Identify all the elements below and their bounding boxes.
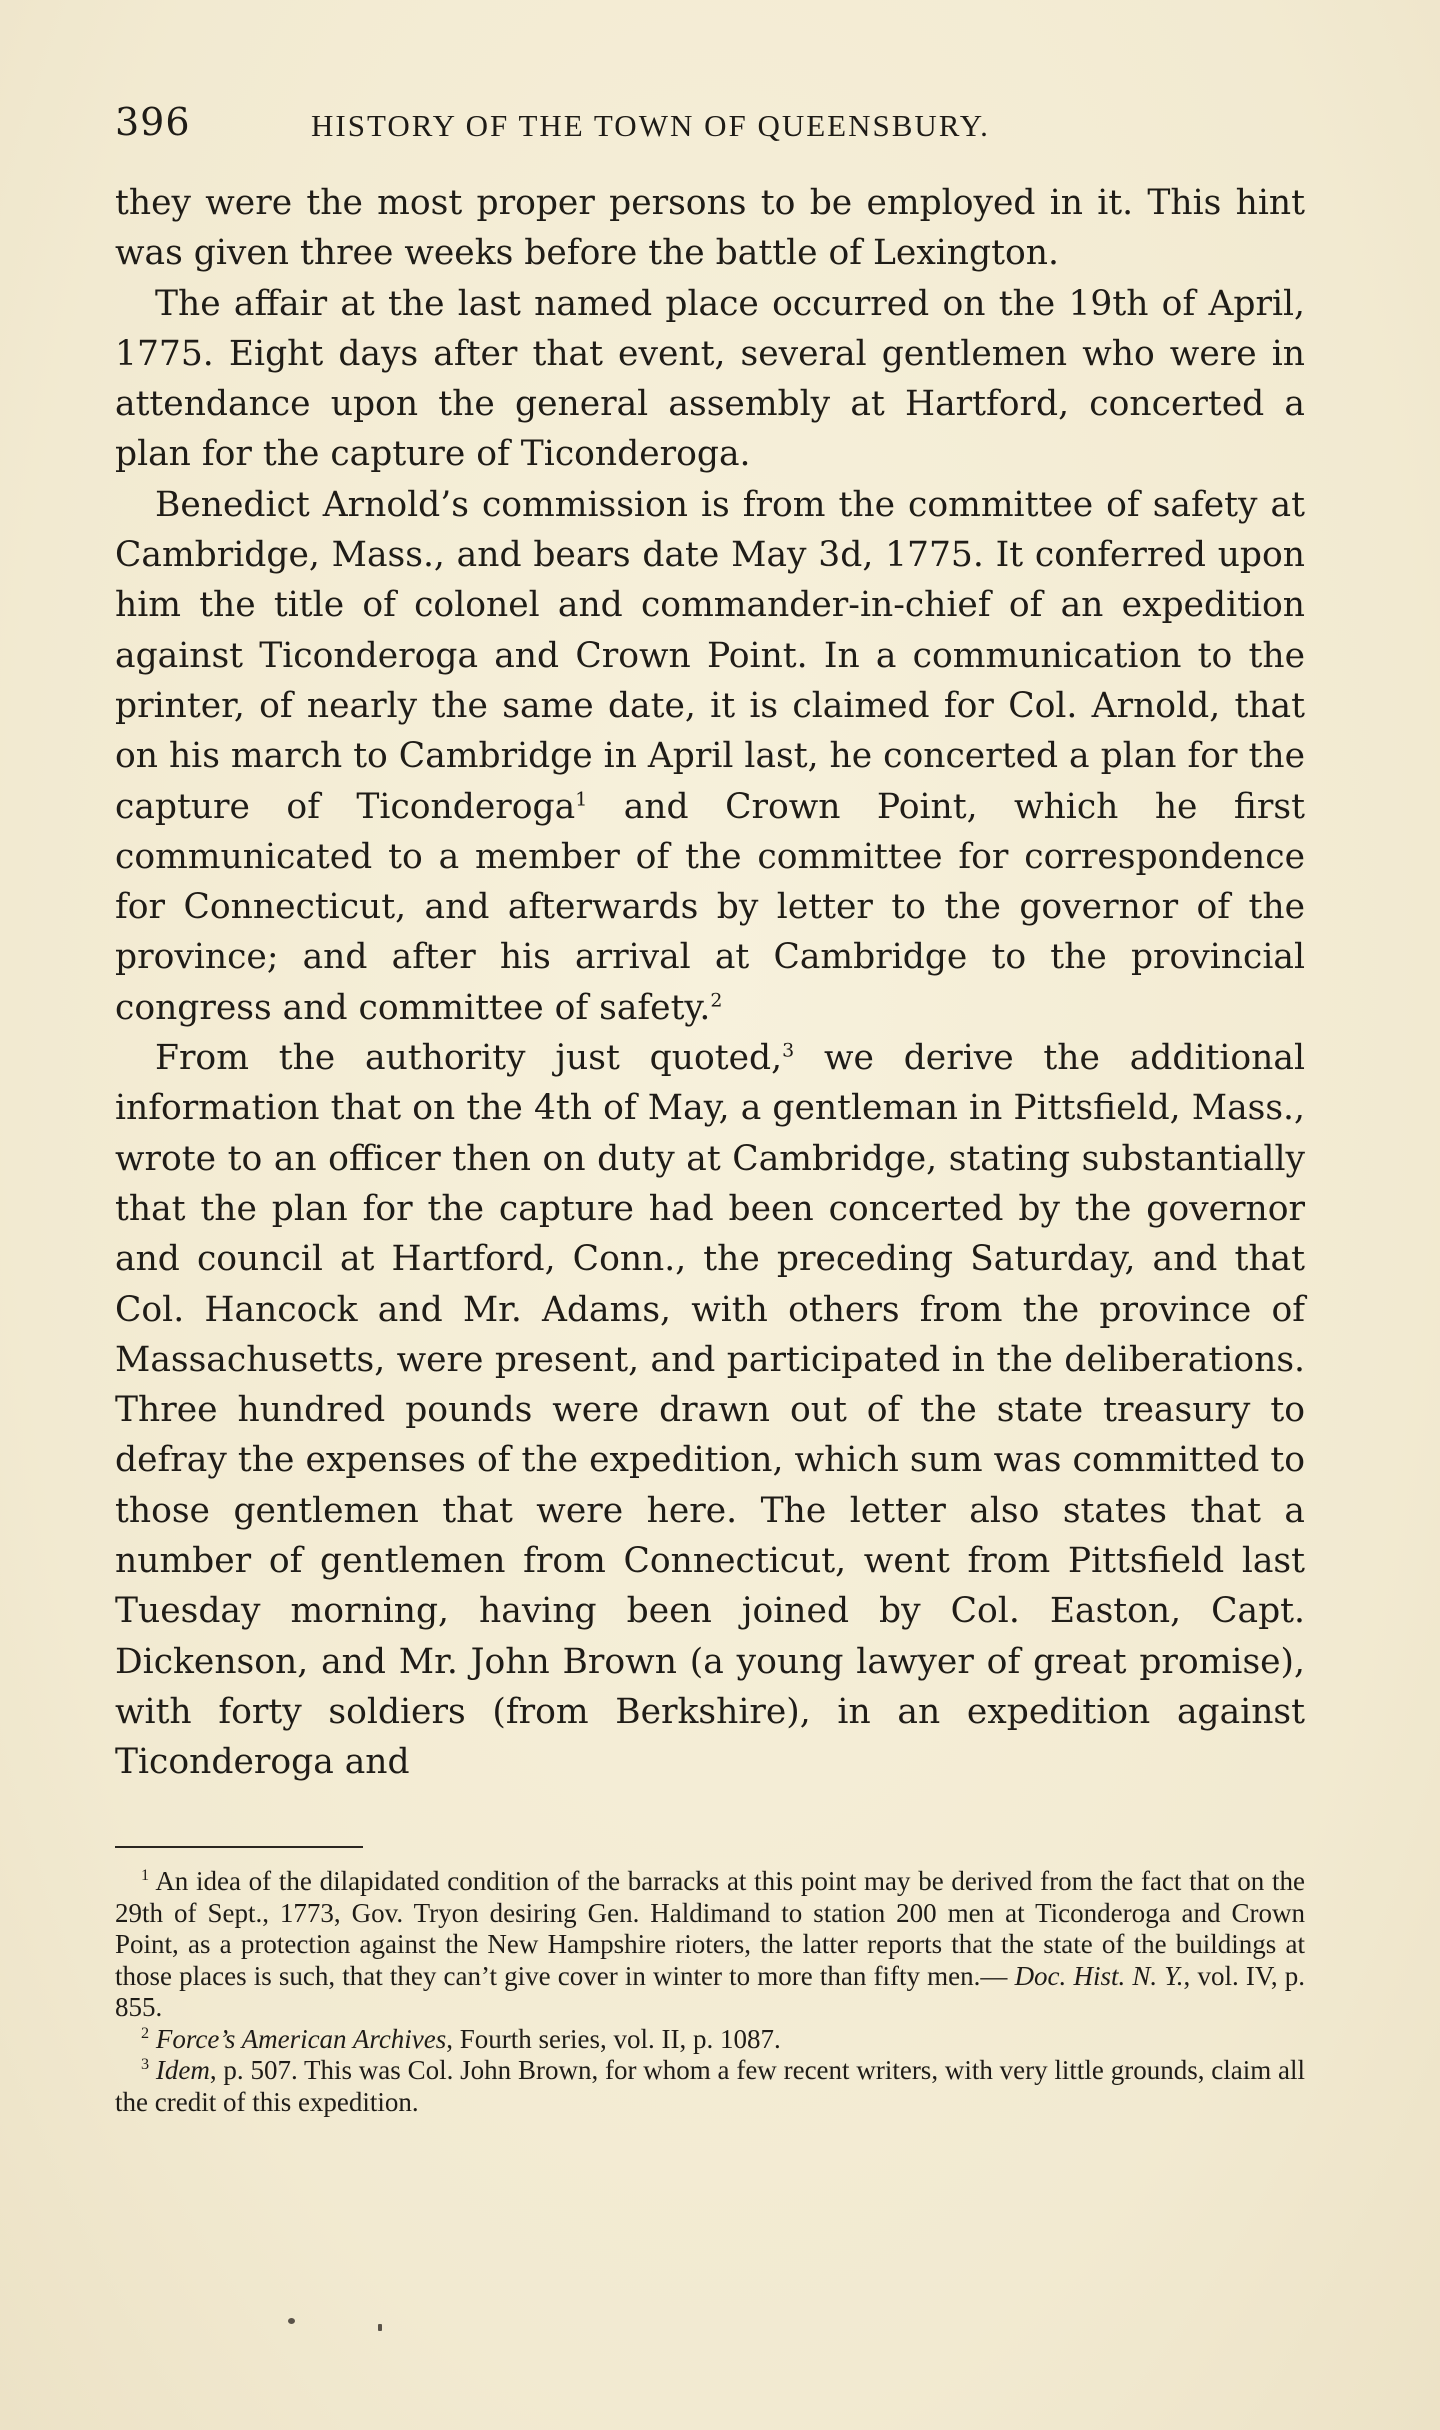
page-number: 396 <box>115 100 191 144</box>
paragraph-2 <box>115 279 1305 480</box>
footnote-2-source: Force’s American Archives <box>155 2023 447 2054</box>
paragraph-2-text: The affair at the last named place occurred on the 19th of April, 1775. Eight days after that event, several gentlemen who were in attendance upon the general assembly at Hartford, concerted a plan for the capture of Ticonderoga. <box>115 283 1305 475</box>
speck-mark <box>378 2324 382 2331</box>
speck-mark <box>288 2318 295 2324</box>
footnote-ref-2: 2 <box>710 989 723 1012</box>
footnote-1-text: An idea of the dilapidated condition of the barracks at this point may be derived from the fact that on the 29th of Sept., 1773, Gov. Tryon desiring Gen. Haldimand to station 200 men at Ticonderoga and Crown Point, as a protection against the New Hampshire rioters, the latter reports that the state of the buildings at those places is such, that they can’t give cover in winter to more than fifty men.— <box>115 1866 1305 1991</box>
footnote-3-text: , p. 507. This was Col. John Brown, for whom a few recent writers, with very little grounds, claim all the credit of this expedition. <box>115 2055 1305 2117</box>
footnote-2-cite: , Fourth series, vol. II, p. 1087. <box>446 2023 781 2054</box>
footnote-ref-1: 1 <box>575 788 588 811</box>
paragraph-1 <box>115 178 1305 279</box>
paragraph-3 <box>115 480 1305 1033</box>
footnote-3-mark: 3 <box>141 2055 150 2073</box>
footnote-1-source: Doc. Hist. N. Y. <box>1014 1960 1184 1991</box>
footnote-1-mark: 1 <box>141 1866 150 1884</box>
footnote-2 <box>115 2024 1305 2056</box>
body-text <box>115 178 1305 1788</box>
footnote-2-mark: 2 <box>141 2023 150 2042</box>
page-header <box>115 100 1315 150</box>
footnote-3 <box>115 2055 1305 2118</box>
footnotes <box>115 1866 1305 2118</box>
paragraph-4 <box>115 1033 1305 1787</box>
paragraph-1-text: they were the most proper persons to be employed in it. This hint was given three weeks before the battle of Lexington. <box>115 183 1305 274</box>
footnote-1-cite: , vol. IV, p. 855. <box>115 1960 1305 2022</box>
paragraph-4-text-b: we derive the additional information that on the 4th of May, a gentleman in Pittsfield, Mass., wrote to an officer then on duty at Cambridge, stating substantially that the plan for the capture had been concerted by the governor and council at Hartford, Conn., the preceding Saturday, and that Col. Hancock and Mr. Adams, with others from the province of Massachusetts, were present, and participated in the deliberations. Three hundred pounds were drawn out of the state treasury to defray the expenses of the expedition, which sum was committed to those gentlemen that were here. The letter also states that a number of gentlemen from Connecticut, went from Pittsfield last Tuesday morning, having been joined by Col. Easton, Capt. Dickenson, and Mr. John Brown (a young lawyer of great promise), with forty soldiers (from Berkshire), in an expedition against Ticonderoga and <box>115 1038 1306 1783</box>
running-head: HISTORY OF THE TOWN OF QUEENSBURY. <box>311 108 990 143</box>
footnote-3-source: Idem <box>155 2055 210 2085</box>
paragraph-4-text-a: From the authority just quoted, <box>155 1038 783 1079</box>
paragraph-3-text-b: and Crown Point, which he first communicated to a member of the committee for correspondence for Connecticut, and afterwards by letter to the governor of the province; and after his arrival at Cambridge to the provincial congress and committee of safety. <box>115 786 1305 1028</box>
footnote-1 <box>115 1866 1305 2024</box>
paragraph-3-text-a: Benedict Arnold’s commission is from the committee of safety at Cambridge, Mass., and bears date May 3d, 1775. It conferred upon him the title of colonel and commander-in-chief of an expedition against Ticonderoga and Crown Point. In a communication to the printer, of nearly the same date, it is claimed for Col. Arnold, that on his march to Cambridge in April last, he concerted a plan for the capture of Ticonderoga <box>115 484 1305 827</box>
footnote-ref-3: 3 <box>782 1039 795 1062</box>
footnote-rule <box>115 1846 363 1848</box>
